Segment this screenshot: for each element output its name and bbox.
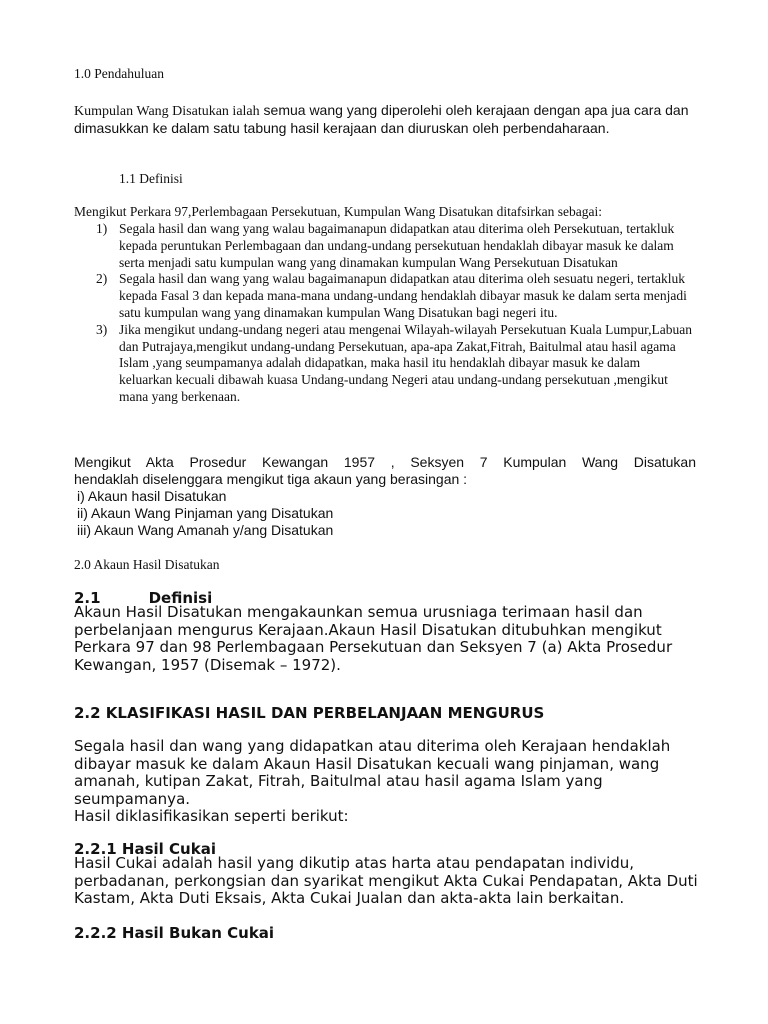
akta-line-2: hendaklah diselenggara mengikut tiga akaun yang berasingan : <box>74 471 468 487</box>
account-item: ii) Akaun Wang Pinjaman yang Disatukan <box>77 505 334 521</box>
heading-2-2-2: 2.2.2 Hasil Bukan Cukai <box>74 924 275 942</box>
heading-1-0: 1.0 Pendahuluan <box>74 66 164 81</box>
list-item <box>96 221 696 271</box>
heading-2-2: 2.2 KLASIFIKASI HASIL DAN PERBELANJAAN MENGURUS <box>74 704 545 722</box>
list-item-number: 3) <box>96 321 108 337</box>
classification-lead: Hasil diklasifikasikan seperti berikut: <box>74 807 349 825</box>
intro-paragraph <box>74 102 694 138</box>
heading-2-1-number: 2.1 <box>74 589 101 607</box>
heading-2-0: 2.0 Akaun Hasil Disatukan <box>74 557 220 572</box>
definition-lead: Mengikut Perkara 97,Perlembagaan Persekutuan, Kumpulan Wang Disatukan ditafsirkan sebagai: <box>74 204 603 219</box>
list-item <box>96 322 696 406</box>
list-item-text: Segala hasil dan wang yang walau bagaimanapun didapatkan atau diterima oleh sesuatu negeri, tertakluk kepada Fasal 3 dan kepada mana-mana undang-undang hendaklah dibayar masuk ke dalam serta menjadi satu kumpulan wang yang dinamakan kumpulan Wang Disatukan bagi negeri itu. <box>119 271 687 320</box>
list-item-number: 1) <box>96 221 108 236</box>
list-item-text: Jika mengikut undang-undang negeri atau mengenai Wilayah-wilayah Persekutuan Kuala Lumpur,Labuan dan Putrajaya,mengikut undang-undang Persekutuan, apa-apa Zakat,Fitrah, Baitulmal atau hasil agama Islam ,yang seumpamanya adalah didapatkan, maka hasil itu hendaklah dibayar masuk ke dalam keluarkan kecuali dibawah kuasa Undang-undang Negeri atau undang-undang persekutuan ,mengikut mana yang berkenaan. <box>119 321 692 404</box>
account-item: i) Akaun hasil Disatukan <box>77 488 227 504</box>
akta-line-1: Mengikut Akta Prosedur Kewangan 1957 , Seksyen 7 Kumpulan Wang Disatukan <box>74 454 696 470</box>
heading-2-1-title: Definisi <box>148 589 213 607</box>
definition-2-1-body: Akaun Hasil Disatukan mengakaunkan semua urusniaga terimaan hasil dan perbelanjaan mengurus Kerajaan.Akaun Hasil Disatukan ditubuhkan mengikut Perkara 97 dan 98 Perlembagaan Persekutuan dan Seksyen 7 (a) Akta Prosedur Kewangan, 1957 (Disemak – 1972). <box>74 603 673 674</box>
heading-1-1: 1.1 Definisi <box>119 171 183 186</box>
list-item-number: 2) <box>96 271 108 287</box>
intro-rest-text: semua wang yang diperolehi oleh kerajaan dengan apa jua cara dan dimasukkan ke dalam satu tabung hasil kerajaan dan diuruskan oleh perbendaharaan. <box>74 102 689 136</box>
intro-serif-text: Kumpulan Wang Disatukan ialah <box>74 104 260 119</box>
list-item-text: Segala hasil dan wang yang walau bagaimanapun didapatkan atau diterima oleh Persekutuan, tertakluk kepada peruntukan Perlembagaan dan undang-undang persekutuan hendaklah dibayar masuk ke dalam serta menjadi satu kumpulan wang yang dinamakan kumpulan Wang Persekutuan Disatukan <box>119 221 675 270</box>
list-item <box>96 271 696 321</box>
account-item: iii) Akaun Wang Amanah y/ang Disatukan <box>77 522 334 538</box>
hasil-cukai-body: Hasil Cukai adalah hasil yang dikutip atas harta atau pendapatan individu, perbadanan, perkongsian dan syarikat mengikut Akta Cukai Pendapatan, Akta Duti Kastam, Akta Duti Eksais, Akta Cukai Jualan dan akta-akta lain berkaitan. <box>74 854 698 907</box>
definition-list <box>96 221 696 406</box>
akta-paragraph <box>74 454 696 539</box>
classification-body: Segala hasil dan wang yang didapatkan atau diterima oleh Kerajaan hendaklah dibayar masuk ke dalam Akaun Hasil Disatukan kecuali wang pinjaman, wang amanah, kutipan Zakat, Fitrah, Baitulmal atau hasil agama Islam yang seumpamanya. <box>74 737 671 808</box>
heading-2-2-1: 2.2.1 Hasil Cukai <box>74 840 216 858</box>
